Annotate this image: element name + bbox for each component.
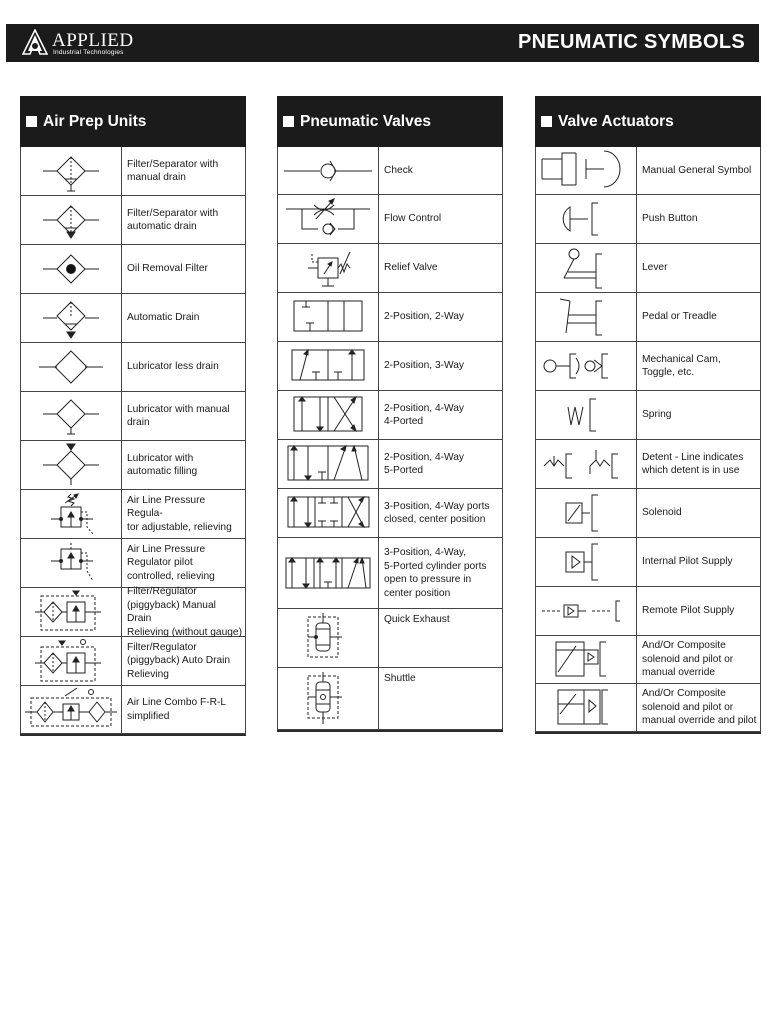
filter-separator-automatic-drain-icon xyxy=(21,196,122,244)
remote-pilot-icon xyxy=(536,587,637,635)
symbol-row xyxy=(535,391,761,440)
symbol-label: Lever xyxy=(642,262,668,274)
filter-regulator-auto-drain-icon xyxy=(21,637,122,685)
composite-override-icon xyxy=(536,636,637,683)
symbol-row xyxy=(20,343,246,392)
symbol-row xyxy=(277,489,503,538)
filter-regulator-manual-drain-icon xyxy=(21,588,122,636)
valve-3pos-closed-center-icon xyxy=(278,489,379,537)
symbol-row xyxy=(535,440,761,489)
symbol-row xyxy=(535,244,761,293)
symbol-label: Air Line Pressure Regula- tor adjustable, relieving xyxy=(127,494,232,533)
symbol-label: Lubricator less drain xyxy=(127,361,219,373)
flow-control-icon xyxy=(278,195,379,243)
check-valve-icon xyxy=(278,147,379,194)
symbol-row xyxy=(277,538,503,609)
symbol-row xyxy=(277,293,503,342)
symbol-row xyxy=(20,686,246,734)
symbol-label: Solenoid xyxy=(642,507,682,519)
symbol-label: Automatic Drain xyxy=(127,312,200,324)
symbol-row xyxy=(535,684,761,732)
symbol-row xyxy=(535,195,761,244)
push-button-icon xyxy=(536,195,637,243)
column-air-prep-units xyxy=(20,96,246,736)
symbol-row xyxy=(20,441,246,490)
solenoid-icon xyxy=(536,489,637,537)
symbol-row xyxy=(535,636,761,684)
symbol-row xyxy=(20,539,246,588)
brand-subtitle: Industrial Technologies xyxy=(53,49,124,56)
valve-2pos-4way-4port-icon xyxy=(278,391,379,439)
symbol-row xyxy=(535,587,761,636)
column-pneumatic-valves xyxy=(277,96,503,732)
symbol-label: Internal Pilot Supply xyxy=(642,556,733,568)
symbol-row xyxy=(277,342,503,391)
symbol-row xyxy=(20,392,246,441)
applied-logo xyxy=(22,28,162,58)
shuttle-valve-icon xyxy=(278,668,379,729)
valve-3pos-pressure-center-icon xyxy=(278,538,379,608)
applied-logo-icon xyxy=(22,29,48,55)
symbol-label: And/Or Composite solenoid and pilot or manual override and pilot xyxy=(642,688,757,727)
symbol-row xyxy=(20,490,246,539)
symbol-label: Manual General Symbol xyxy=(642,164,752,176)
symbol-label: 2-Position, 2-Way xyxy=(384,311,465,323)
symbol-row xyxy=(535,147,761,195)
symbol-row xyxy=(535,489,761,538)
symbol-label: Air Line Pressure Regulator pilot controlled, relieving xyxy=(127,543,215,582)
symbol-row xyxy=(20,245,246,294)
symbol-row xyxy=(277,147,503,195)
symbol-row xyxy=(277,244,503,293)
composite-override-pilot-icon xyxy=(536,684,637,731)
symbol-label: 3-Position, 4-Way, 5-Ported cylinder ports open to pressure in center position xyxy=(384,547,487,599)
symbol-label: 2-Position, 4-Way 5-Ported xyxy=(384,451,465,476)
symbol-label: Detent - Line indicates which detent is in use xyxy=(642,451,744,476)
symbol-label: 3-Position, 4-Way ports closed, center position xyxy=(384,500,490,525)
automatic-drain-icon xyxy=(21,294,122,342)
lever-icon xyxy=(536,244,637,292)
lubricator-less-drain-icon xyxy=(21,343,122,391)
symbol-row xyxy=(535,342,761,391)
symbol-label: Push Button xyxy=(642,213,698,225)
valve-2pos-4way-5port-icon xyxy=(278,440,379,488)
symbol-row xyxy=(277,440,503,489)
symbol-label: Pedal or Treadle xyxy=(642,311,717,323)
lubricator-automatic-filling-icon xyxy=(21,441,122,489)
lubricator-manual-drain-icon xyxy=(21,392,122,440)
symbol-row xyxy=(277,668,503,730)
symbol-label: Lubricator with automatic filling xyxy=(127,452,198,477)
symbol-row xyxy=(277,609,503,668)
column-heading-text: Air Prep Units xyxy=(43,112,147,130)
pressure-regulator-adjustable-icon xyxy=(21,490,122,538)
column-heading-text: Valve Actuators xyxy=(558,112,674,130)
oil-removal-filter-icon xyxy=(21,245,122,293)
column-valve-actuators xyxy=(535,96,761,734)
symbol-label: Oil Removal Filter xyxy=(127,263,208,275)
symbol-label: Air Line Combo F-R-L simplified xyxy=(127,697,227,722)
symbol-label: 2-Position, 4-Way 4-Ported xyxy=(384,402,465,427)
symbol-label: Shuttle xyxy=(384,673,416,684)
relief-valve-icon xyxy=(278,244,379,292)
frl-combo-icon xyxy=(21,686,122,733)
symbol-row xyxy=(535,538,761,587)
symbol-label: And/Or Composite solenoid and pilot or manual override xyxy=(642,640,734,679)
symbol-label: Flow Control xyxy=(384,213,442,225)
detent-icon xyxy=(536,440,637,488)
symbol-label: Spring xyxy=(642,409,672,421)
spring-icon xyxy=(536,391,637,439)
symbol-label: Lubricator with manual drain xyxy=(127,403,230,428)
symbol-label: Quick Exhaust xyxy=(384,614,450,625)
pressure-regulator-pilot-icon xyxy=(21,539,122,587)
column-heading xyxy=(535,96,761,147)
quick-exhaust-icon xyxy=(278,609,379,667)
symbol-label: Filter/Regulator (piggyback) Auto Drain Relieving xyxy=(127,641,231,680)
valve-2pos-2way-icon xyxy=(278,293,379,341)
mechanical-cam-icon xyxy=(536,342,637,390)
symbol-row xyxy=(535,293,761,342)
internal-pilot-icon xyxy=(536,538,637,586)
symbol-label: 2-Position, 3-Way xyxy=(384,360,465,372)
page-title: PNEUMATIC SYMBOLS xyxy=(518,31,745,53)
symbol-label: Mechanical Cam, Toggle, etc. xyxy=(642,353,721,378)
symbol-label: Filter/Regulator (piggyback) Manual Drain Relieving (without gauge) xyxy=(127,586,242,638)
symbol-label: Check xyxy=(384,164,413,176)
brand-name: APPLIED xyxy=(52,30,134,51)
symbol-label: Filter/Separator with manual drain xyxy=(127,158,219,183)
symbol-row xyxy=(20,196,246,245)
symbol-row xyxy=(20,637,246,686)
symbol-row xyxy=(20,588,246,637)
pedal-treadle-icon xyxy=(536,293,637,341)
column-heading xyxy=(277,96,503,147)
manual-general-icon xyxy=(536,147,637,194)
header-banner xyxy=(6,24,759,62)
symbol-row xyxy=(277,391,503,440)
column-heading xyxy=(20,96,246,147)
symbol-row xyxy=(20,147,246,196)
symbol-label: Relief Valve xyxy=(384,262,438,274)
symbol-label: Remote Pilot Supply xyxy=(642,605,735,617)
filter-separator-manual-drain-icon xyxy=(21,147,122,195)
column-heading-text: Pneumatic Valves xyxy=(300,112,431,130)
symbol-row xyxy=(277,195,503,244)
symbol-label: Filter/Separator with automatic drain xyxy=(127,207,219,232)
valve-2pos-3way-icon xyxy=(278,342,379,390)
symbol-row xyxy=(20,294,246,343)
